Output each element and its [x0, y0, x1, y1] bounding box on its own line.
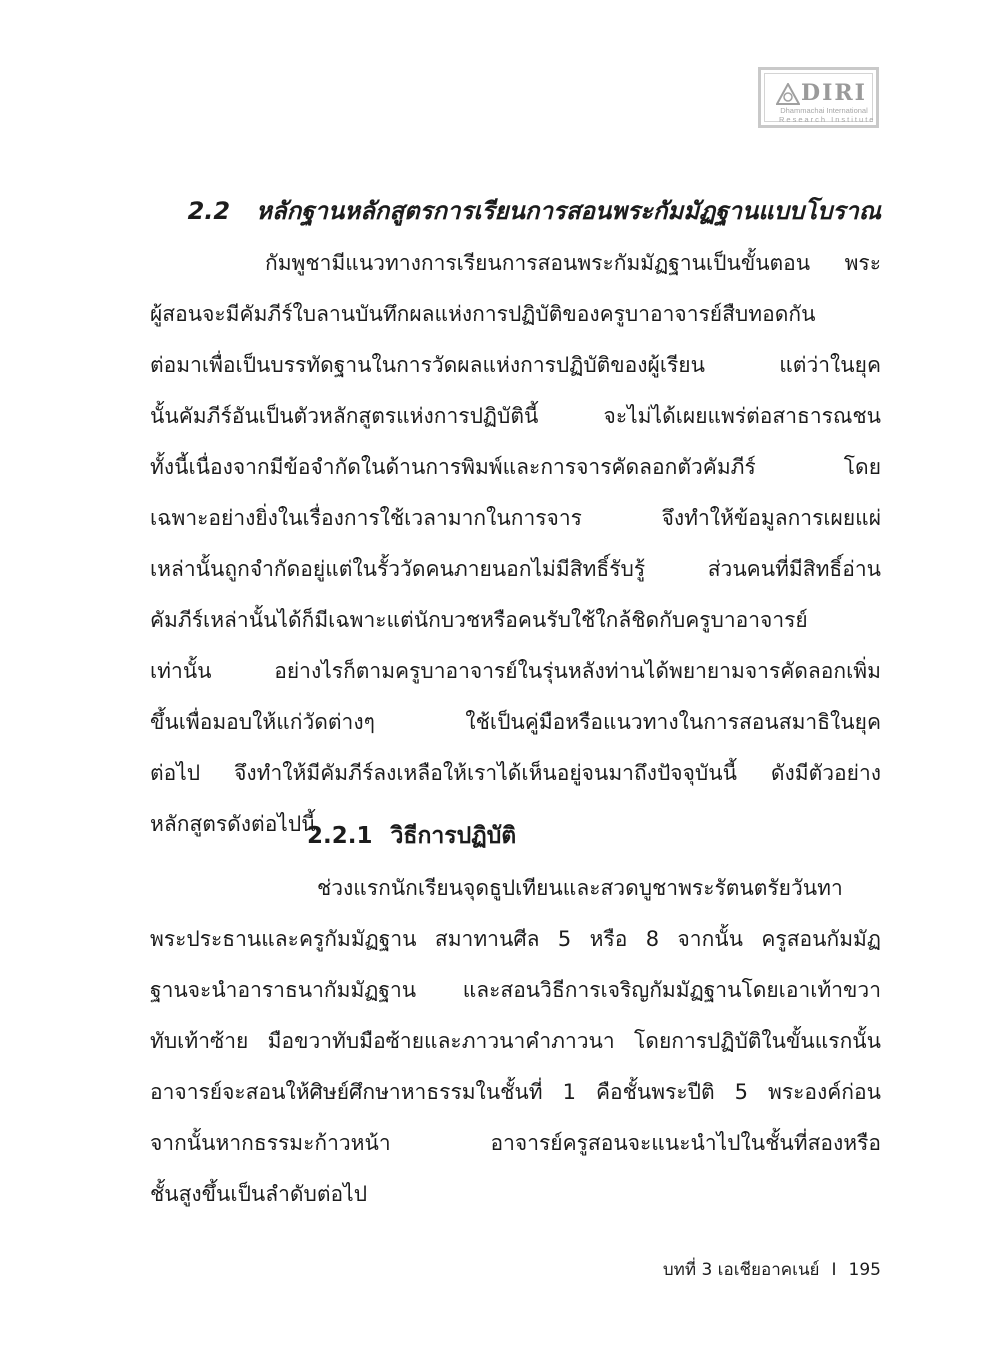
paragraph-line: กัมพูชามีแนวทางการเรียนการสอนพระกัมมัฏฐานเป็นขั้นตอน พระ	[265, 251, 881, 275]
paragraph-line: อาจารย์จะสอนให้ศิษย์ศึกษาหาธรรมในชั้นที่ 1 คือชั้นพระปีติ 5 พระองค์ก่อน	[150, 1080, 881, 1104]
paragraph-line: ต่อไป จึงทำให้มีคัมภีร์ลงเหลือให้เราได้เห็นอยู่จนมาถึงปัจจุบันนี้ ดังมีตัวอย่าง	[150, 761, 881, 785]
logo-subtitle-line1: Dhammachai International	[780, 106, 868, 115]
paragraph-line: เฉพาะอย่างยิ่งในเรื่องการใช้เวลามากในการจาร จึงทำให้ข้อมูลการเผยแผ่	[150, 506, 881, 530]
triangle-emblem-icon	[776, 83, 800, 105]
paragraph-line: เหล่านั้นถูกจำกัดอยู่แต่ในรั้ววัดคนภายนอกไม่มีสิทธิ์รับรู้ ส่วนคนที่มีสิทธิ์อ่าน	[150, 557, 881, 581]
section-heading	[150, 188, 881, 234]
paragraph-2	[150, 863, 881, 1220]
paragraph-line: หลักสูตรดังต่อไปนี้	[150, 812, 316, 836]
page-number: 195	[848, 1260, 881, 1280]
paragraph-line: นั้นคัมภีร์อันเป็นตัวหลักสูตรแห่งการปฏิบัตินี้ จะไม่ได้เผยแพร่ต่อสาธารณชน	[150, 404, 881, 428]
section-number: 2.2	[187, 197, 231, 225]
subsection-number: 2.2.1	[307, 823, 373, 849]
logo-name: DIRI	[801, 80, 867, 106]
paragraph-line: ชั้นสูงขึ้นเป็นลำดับต่อไป	[150, 1182, 368, 1206]
footer-separator: I	[831, 1260, 837, 1280]
logo-frame	[764, 73, 876, 124]
paragraph-line: เท่านั้น อย่างไรก็ตามครูบาอาจารย์ในรุ่นหลังท่านได้พยายามจารคัดลอกเพิ่ม	[150, 659, 881, 683]
paragraph-line: ต่อมาเพื่อเป็นบรรทัดฐานในการวัดผลแห่งการปฏิบัติของผู้เรียน แต่ว่าในยุค	[150, 353, 881, 377]
paragraph-line: คัมภีร์เหล่านั้นได้ก็มีเฉพาะแต่นักบวชหรือคนรับใช้ใกล้ชิดกับครูบาอาจารย์	[150, 608, 808, 632]
subsection-heading	[307, 813, 516, 859]
paragraph-line: พระประธานและครูกัมมัฏฐาน สมาทานศีล 5 หรือ 8 จากนั้น ครูสอนกัมมัฏ	[150, 927, 881, 951]
paragraph-line: ฐานจะนำอาราธนากัมมัฏฐาน และสอนวิธีการเจริญกัมมัฏฐานโดยเอาเท้าขวา	[150, 978, 881, 1002]
paragraph-1	[150, 238, 881, 850]
paragraph-line: ทับเท้าซ้าย มือขวาทับมือซ้ายและภาวนาคำภาวนา โดยการปฏิบัติในขั้นแรกนั้น	[150, 1029, 881, 1053]
diri-logo	[758, 67, 879, 128]
paragraph-line: ทั้งนี้เนื่องจากมีข้อจำกัดในด้านการพิมพ์และการจารคัดลอกตัวคัมภีร์ โดย	[150, 455, 881, 479]
logo-subtitle-line2: Research Institute	[779, 115, 876, 124]
paragraph-line: ขึ้นเพื่อมอบให้แก่วัดต่างๆ ใช้เป็นคู่มือหรือแนวทางในการสอนสมาธิในยุค	[150, 710, 881, 734]
paragraph-line: ผู้สอนจะมีคัมภีร์ใบลานบันทึกผลแห่งการปฏิบัติของครูบาอาจารย์สืบทอดกัน	[150, 302, 816, 326]
page-footer	[520, 1255, 881, 1285]
chapter-label: บทที่ 3 เอเชียอาคเนย์	[662, 1260, 820, 1280]
paragraph-line: ช่วงแรกนักเรียนจุดธูปเทียนและสวดบูชาพระรัตนตรัยวันทา	[317, 876, 843, 900]
subsection-title: วิธีการปฏิบัติ	[390, 823, 517, 849]
paragraph-line: จากนั้นหากธรรมะก้าวหน้า อาจารย์ครูสอนจะแนะนำไปในชั้นที่สองหรือ	[150, 1131, 881, 1155]
section-title: หลักฐานหลักสูตรการเรียนการสอนพระกัมมัฏฐานแบบโบราณ	[256, 197, 881, 225]
